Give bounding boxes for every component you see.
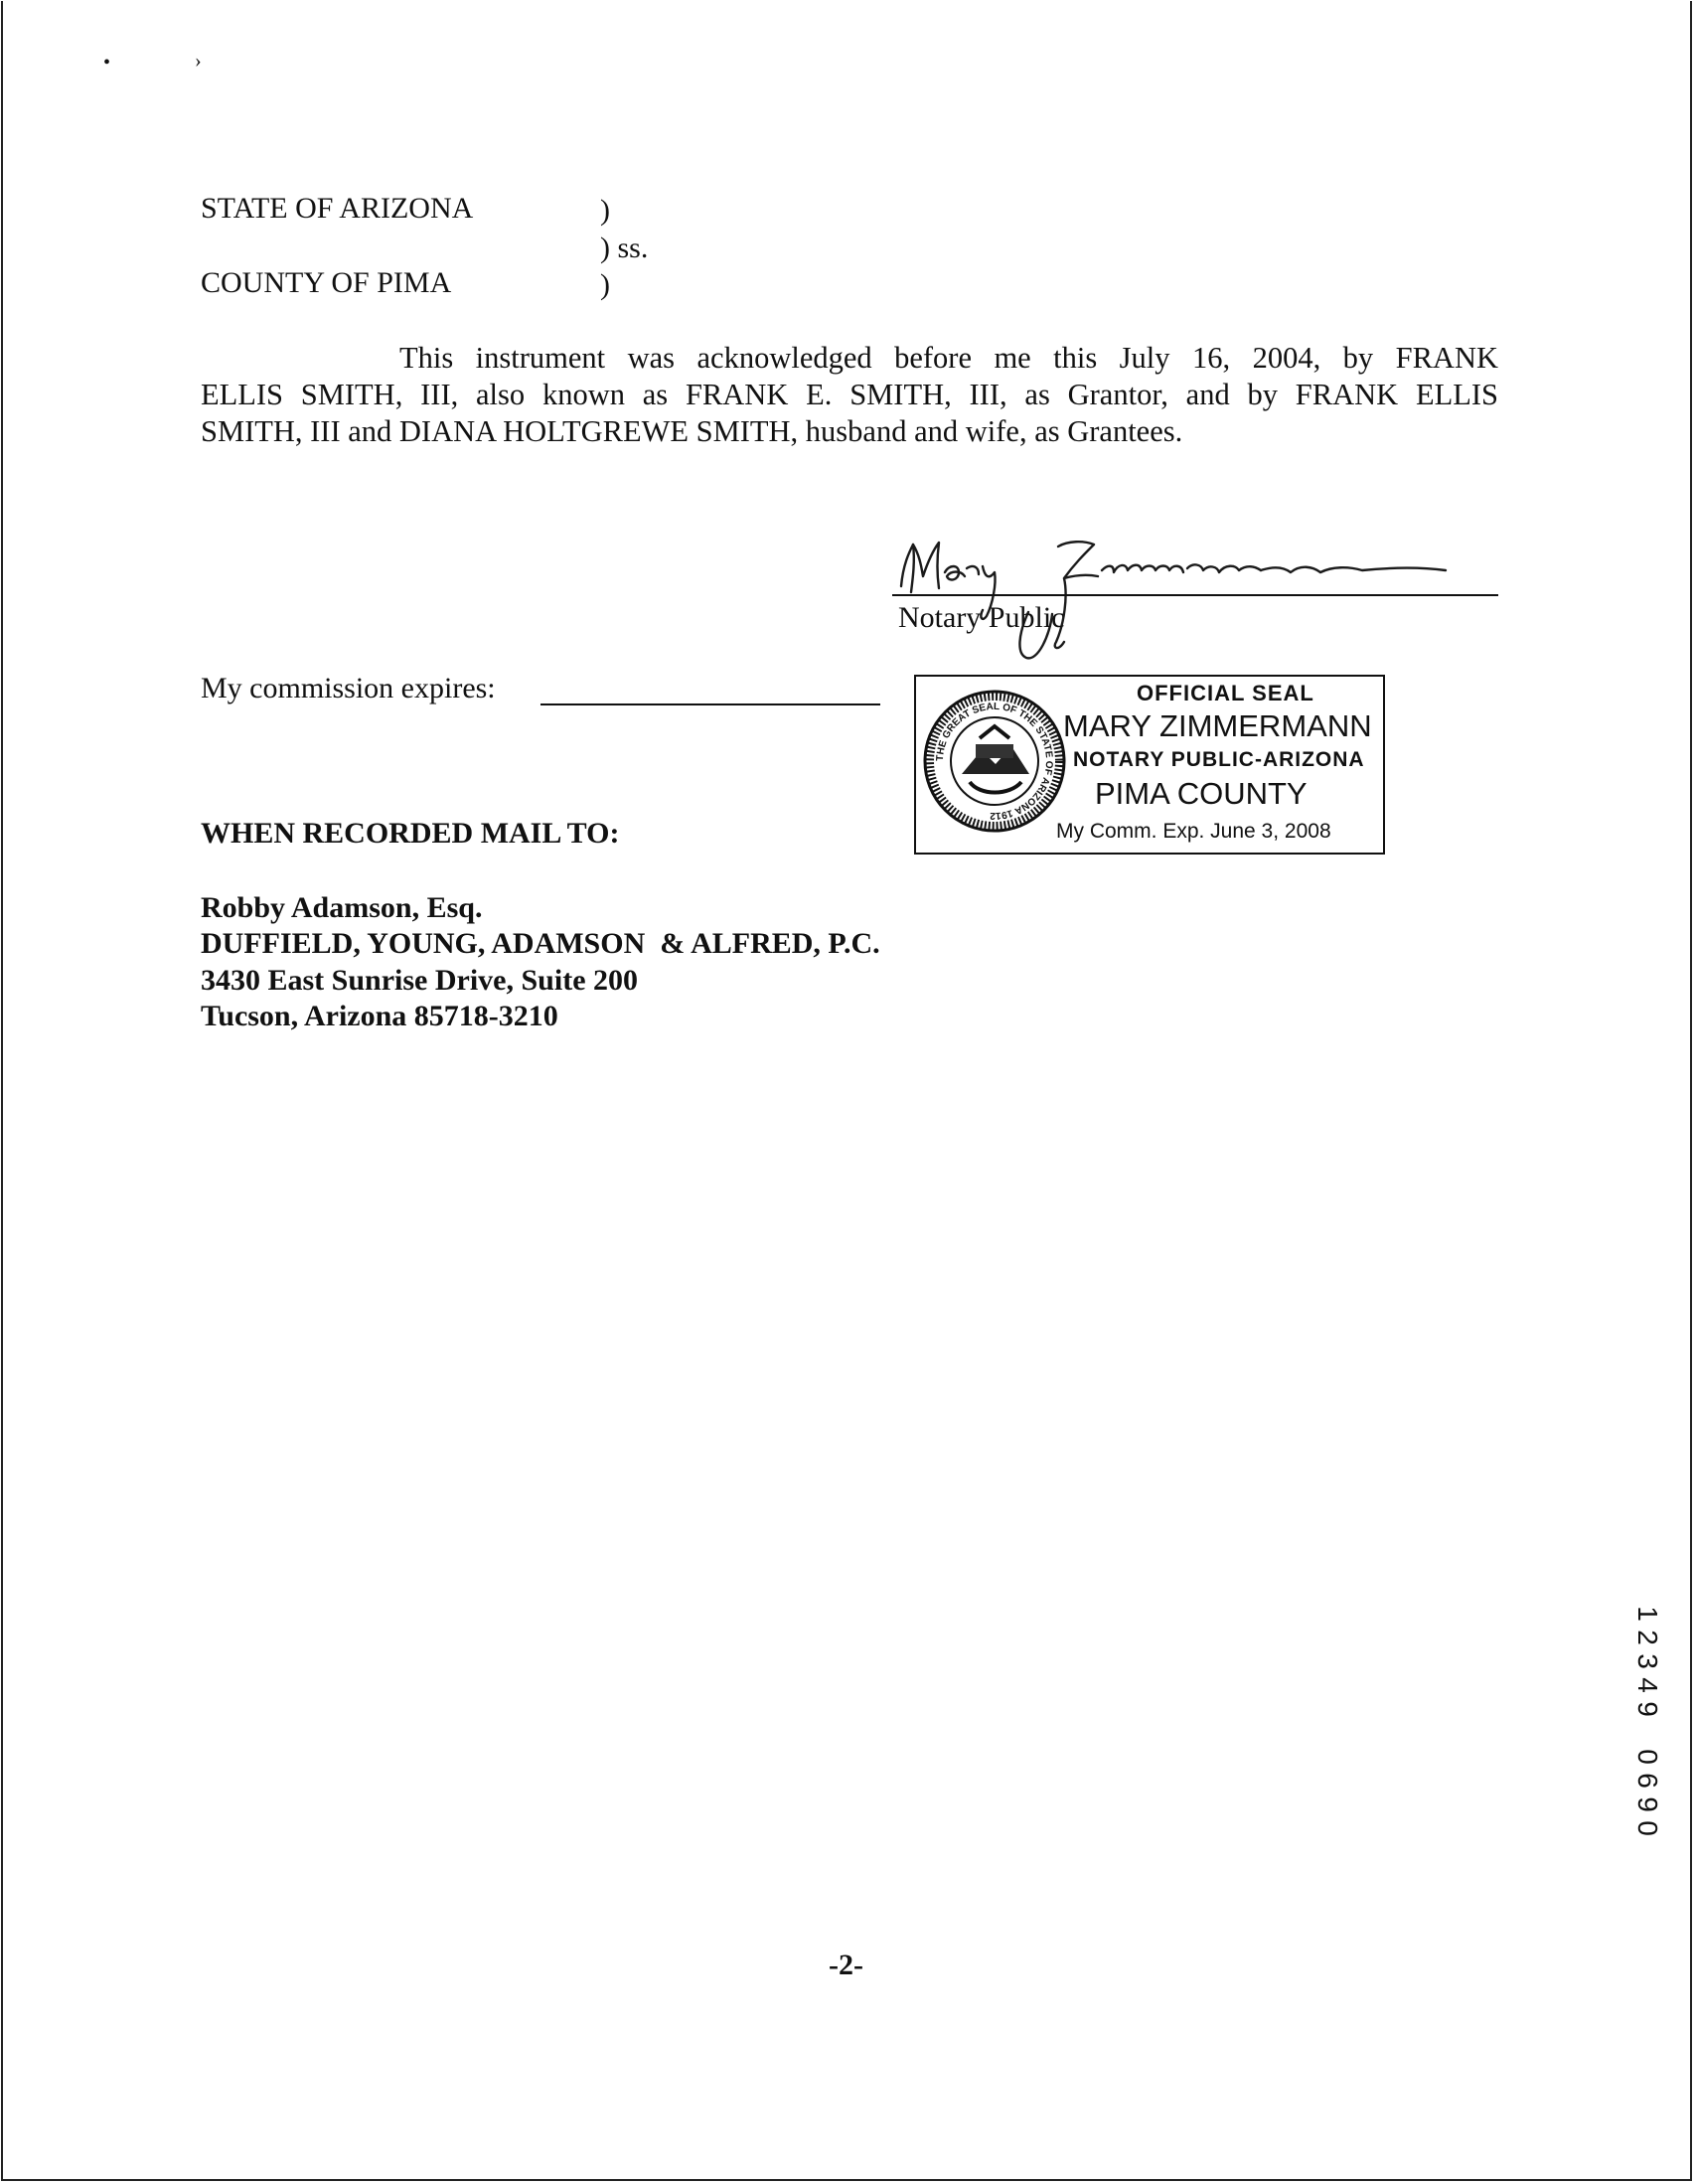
recipient-street: 3430 East Sunrise Drive, Suite 200 bbox=[201, 964, 639, 997]
commission-expires-label: My commission expires: bbox=[201, 672, 496, 704]
page-border bbox=[1, 1, 1692, 2181]
when-recorded-heading: WHEN RECORDED MAIL TO: bbox=[201, 817, 620, 850]
recipient-city: Tucson, Arizona 85718-3210 bbox=[201, 1000, 558, 1032]
venue-county-paren: ) bbox=[600, 268, 610, 301]
side-number-glyph: 9 bbox=[1632, 1701, 1663, 1717]
venue-ss: ) ss. bbox=[600, 232, 649, 264]
acknowledgment-paragraph bbox=[201, 340, 1498, 450]
official-seal-stamp bbox=[914, 675, 1385, 855]
commission-expires-line bbox=[540, 703, 880, 705]
venue-state: STATE OF ARIZONA bbox=[201, 192, 474, 225]
scan-speck: • bbox=[103, 52, 111, 74]
seal-notary-state: NOTARY PUBLIC-ARIZONA bbox=[1073, 748, 1365, 771]
side-number-glyph: 6 bbox=[1632, 1773, 1663, 1789]
seal-title: OFFICIAL SEAL bbox=[1137, 681, 1314, 705]
seal-commission-expiry: My Comm. Exp. June 3, 2008 bbox=[1056, 820, 1331, 843]
recording-side-number bbox=[1632, 1602, 1662, 1870]
side-number-glyph: 0 bbox=[1632, 1749, 1663, 1765]
seal-county: PIMA COUNTY bbox=[1095, 776, 1308, 811]
scan-speck: › bbox=[195, 50, 202, 72]
side-number-glyph: 9 bbox=[1632, 1796, 1663, 1812]
recipient-name: Robby Adamson, Esq. bbox=[201, 891, 483, 924]
side-number-glyph: 2 bbox=[1632, 1630, 1663, 1645]
side-number-glyph: 1 bbox=[1632, 1606, 1663, 1622]
acknowledgment-line-1: This instrument was acknowledged before me this July 16, 2004, by FRANK bbox=[399, 341, 1498, 375]
acknowledgment-line-2: ELLIS SMITH, III, also known as FRANK E. SMITH, III, as Grantor, and by FRANK ELLIS bbox=[201, 378, 1498, 411]
svg-text:THE GREAT SEAL OF THE STATE OF: THE GREAT SEAL OF THE STATE OF ARIZONA 1912 bbox=[934, 701, 1055, 822]
notary-signature bbox=[889, 525, 1456, 674]
arizona-state-seal-emblem bbox=[920, 687, 1069, 836]
venue-state-paren: ) bbox=[600, 194, 610, 227]
signature-line bbox=[892, 594, 1498, 596]
side-number-glyph: 0 bbox=[1632, 1820, 1663, 1836]
page-number: -2- bbox=[829, 1949, 863, 1981]
recipient-firm: DUFFIELD, YOUNG, ADAMSON & ALFRED, P.C. bbox=[201, 927, 880, 960]
side-number-glyph: 4 bbox=[1632, 1677, 1663, 1693]
acknowledgment-line-3: SMITH, III and DIANA HOLTGREWE SMITH, husband and wife, as Grantees. bbox=[201, 414, 1183, 448]
venue-county: COUNTY OF PIMA bbox=[201, 266, 452, 299]
notary-public-label: Notary Public bbox=[898, 601, 1065, 634]
seal-notary-name: MARY ZIMMERMANN bbox=[1063, 708, 1372, 743]
side-number-glyph: 3 bbox=[1632, 1653, 1663, 1669]
